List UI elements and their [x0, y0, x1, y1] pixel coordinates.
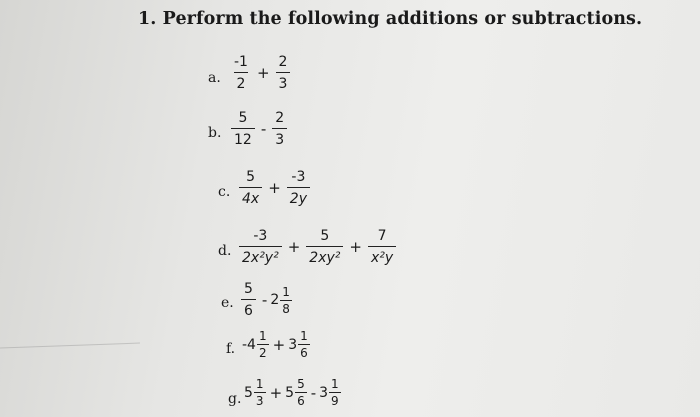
denominator: 2x²y²	[239, 246, 282, 265]
numerator: 5	[320, 228, 330, 244]
numerator: 2	[278, 54, 288, 70]
background-line	[0, 343, 140, 349]
numerator: -3	[291, 169, 306, 185]
problem-c-label: c.	[218, 184, 231, 200]
denominator: 2	[258, 346, 267, 360]
fraction	[239, 170, 262, 206]
denominator: 2	[234, 72, 249, 91]
problem-f-label: f.	[226, 341, 236, 357]
operator: +	[269, 383, 283, 402]
numerator: 1	[282, 284, 290, 299]
fraction	[329, 378, 341, 407]
problem-f	[242, 330, 311, 359]
fraction	[298, 330, 310, 359]
denominator: 9	[331, 394, 339, 408]
denominator: x²y	[368, 246, 396, 265]
fraction	[239, 229, 282, 265]
fraction	[231, 55, 251, 91]
problem-d	[236, 229, 399, 265]
fraction	[295, 378, 307, 407]
fraction	[231, 111, 255, 147]
problem-b-label: b.	[208, 125, 222, 141]
whole-number: 2	[270, 292, 280, 308]
denominator: 8	[282, 301, 290, 316]
denominator: 2y	[287, 187, 310, 206]
numerator: 1	[300, 329, 308, 343]
numerator: 5	[297, 377, 305, 391]
numerator: -3	[253, 228, 268, 244]
page-title: 1. Perform the following additions or subtractions.	[138, 9, 643, 29]
problem-e	[238, 282, 293, 318]
denominator: 4x	[239, 187, 262, 206]
denominator: 2xy²	[306, 246, 343, 265]
fraction	[368, 229, 396, 265]
whole-number: -4	[242, 336, 256, 353]
fraction	[254, 378, 266, 407]
whole-number: 3	[319, 384, 329, 401]
fraction	[257, 330, 269, 359]
fraction	[276, 55, 291, 91]
numerator: 5	[238, 110, 248, 126]
denominator: 6	[300, 346, 308, 360]
problem-a-label: a.	[208, 70, 221, 86]
numerator: 5	[244, 281, 253, 297]
fraction	[306, 229, 343, 265]
operator: -	[260, 120, 267, 138]
whole-number: 5	[285, 384, 295, 401]
problem-d-label: d.	[218, 243, 232, 259]
fraction	[280, 286, 292, 315]
operator: +	[287, 238, 301, 256]
problem-g-label: g.	[228, 391, 242, 407]
whole-number: 5	[244, 384, 253, 401]
problem-c	[236, 170, 313, 206]
fraction	[241, 282, 256, 318]
numerator: 2	[275, 110, 285, 126]
operator: -	[310, 383, 317, 402]
operator: +	[272, 335, 286, 354]
operator: +	[349, 238, 362, 256]
denominator: 3	[255, 394, 264, 408]
fraction	[287, 170, 310, 206]
operator: +	[268, 179, 281, 197]
problem-e-label: e.	[221, 295, 234, 311]
numerator: 1	[331, 377, 339, 391]
numerator: 5	[246, 169, 256, 185]
denominator: 12	[231, 128, 255, 147]
problem-g	[244, 378, 342, 407]
problem-a	[228, 55, 293, 91]
numerator: 1	[258, 329, 267, 343]
numerator: 7	[377, 228, 387, 244]
numerator: -1	[234, 54, 248, 70]
fraction	[272, 111, 287, 147]
problem-b	[228, 111, 290, 147]
operator: +	[256, 64, 270, 82]
denominator: 3	[272, 128, 287, 147]
operator: -	[261, 291, 268, 309]
numerator: 1	[255, 377, 264, 391]
whole-number: 3	[288, 336, 298, 353]
denominator: 3	[276, 72, 291, 91]
denominator: 6	[297, 394, 305, 408]
denominator: 6	[241, 299, 256, 318]
